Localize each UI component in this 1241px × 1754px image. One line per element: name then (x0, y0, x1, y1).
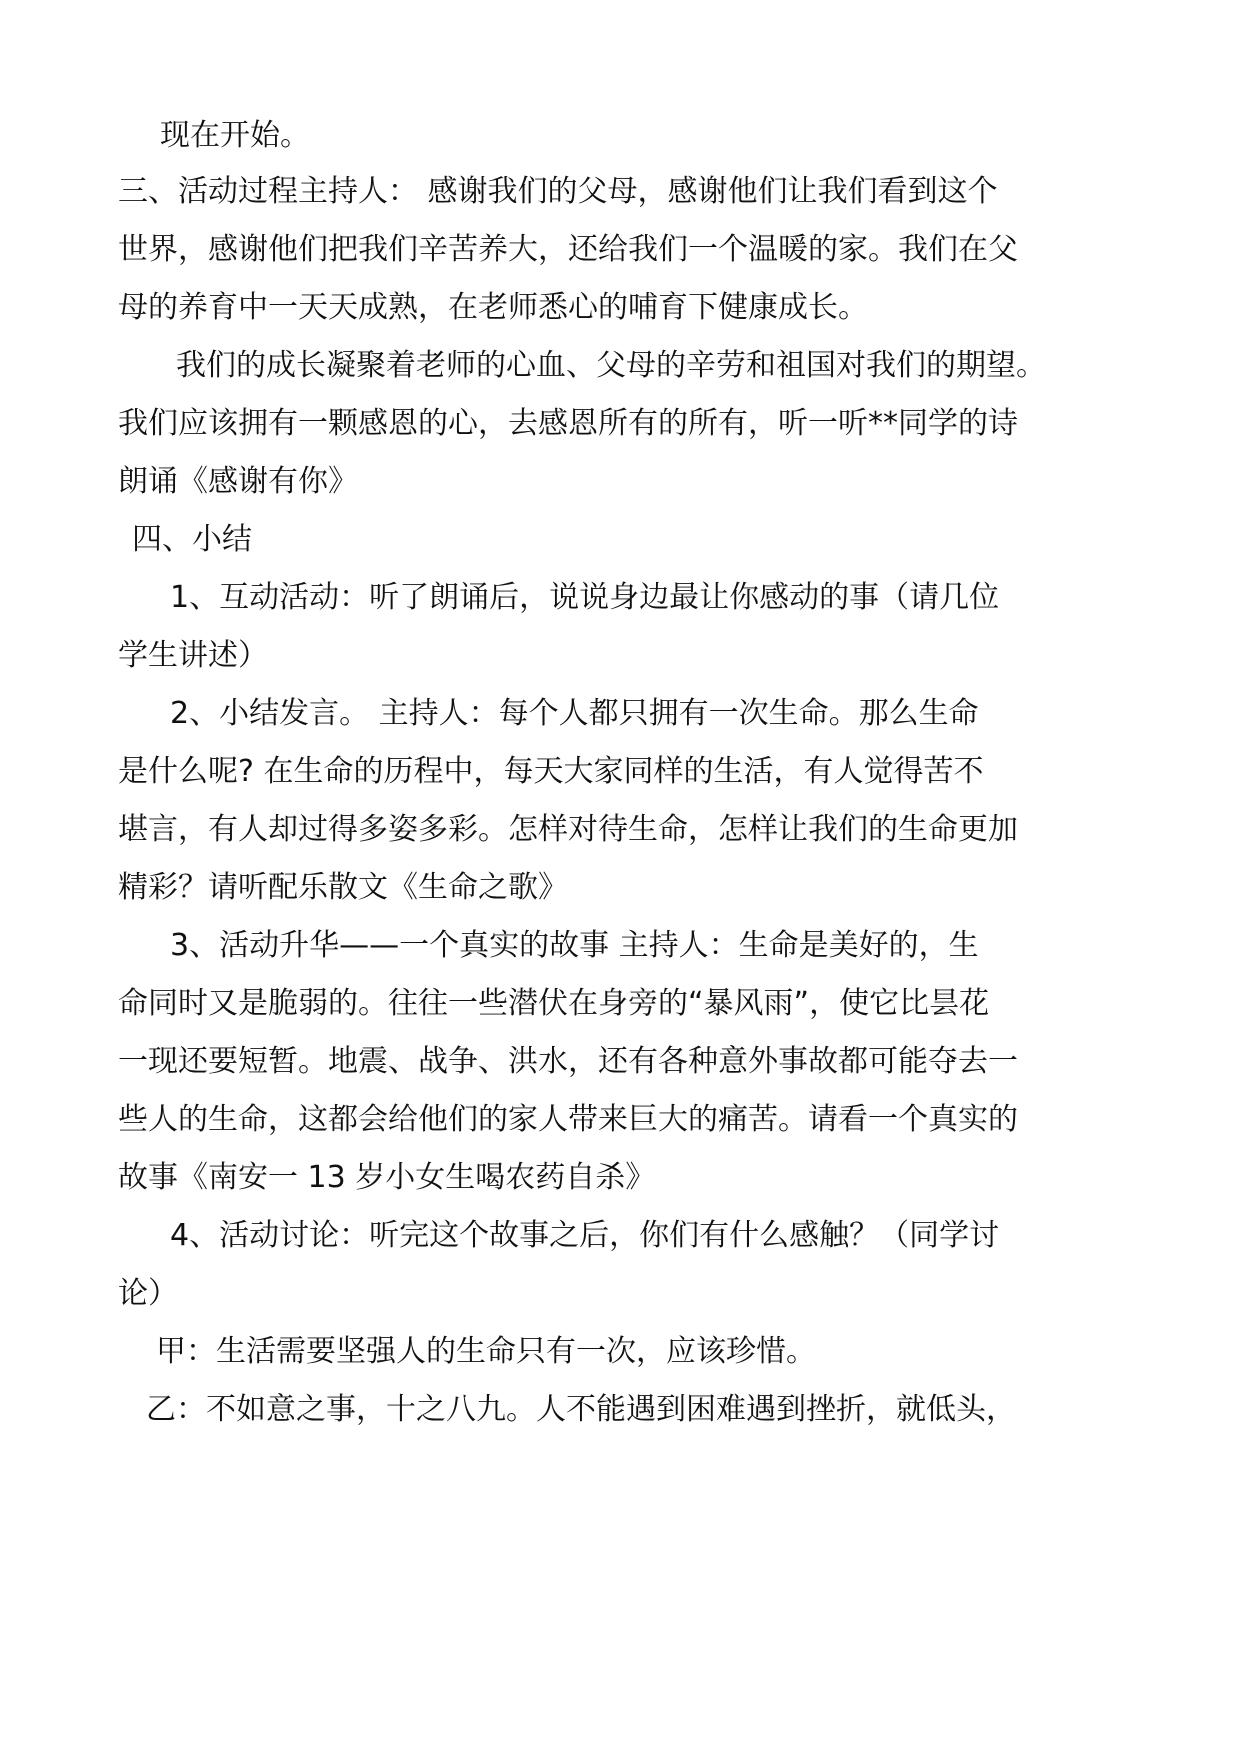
text-line-4: 母的养育中一天天成熟，在老师悉心的哺育下健康成长。 (118, 290, 868, 325)
text-line-11: 2、小结发言。 主持人：每个人都只拥有一次生命。那么生命 (170, 696, 979, 731)
text-line-18: 些人的生命，这都会给他们的家人带来巨大的痛苦。请看一个真实的 (118, 1102, 1018, 1137)
text-line-1: 现在开始。 (160, 118, 310, 153)
text-line-3: 世界，感谢他们把我们辛苦养大，还给我们一个温暖的家。我们在父 (118, 232, 1018, 267)
text-line-9: 1、互动活动：听了朗诵后，说说身边最让你感动的事（请几位 (170, 580, 1000, 615)
text-line-17: 一现还要短暂。地震、战争、洪水，还有各种意外事故都可能夺去一 (118, 1044, 1018, 1079)
text-line-23: 乙：不如意之事，十之八九。人不能遇到困难遇到挫折，就低头， (146, 1392, 1016, 1427)
text-line-14: 精彩？请听配乐散文《生命之歌》 (118, 870, 568, 905)
text-line-22: 甲：生活需要坚强人的生命只有一次，应该珍惜。 (156, 1334, 816, 1369)
text-line-7: 朗诵《感谢有你》 (118, 464, 358, 499)
text-line-8: 四、小结 (132, 522, 252, 557)
text-line-5: 我们的成长凝聚着老师的心血、父母的辛劳和祖国对我们的期望。 (176, 348, 1046, 383)
text-line-21: 论） (118, 1276, 178, 1311)
text-line-16: 命同时又是脆弱的。往往一些潜伏在身旁的“暴风雨”，使它比昙花 (118, 986, 990, 1021)
text-line-2: 三、活动过程主持人： 感谢我们的父母，感谢他们让我们看到这个 (118, 174, 998, 209)
text-line-15: 3、活动升华——一个真实的故事 主持人：生命是美好的，生 (170, 928, 979, 963)
text-line-13: 堪言，有人却过得多姿多彩。怎样对待生命，怎样让我们的生命更加 (118, 812, 1018, 847)
text-line-20: 4、活动讨论：听完这个故事之后，你们有什么感触？（同学讨 (170, 1218, 1000, 1253)
text-line-12: 是什么呢? 在生命的历程中，每天大家同样的生活，有人觉得苦不 (118, 754, 984, 789)
text-line-19: 故事《南安一 13 岁小女生喝农药自杀》 (118, 1160, 656, 1195)
text-line-6: 我们应该拥有一颗感恩的心，去感恩所有的所有，听一听**同学的诗 (118, 406, 1018, 441)
text-line-10: 学生讲述） (118, 638, 268, 673)
